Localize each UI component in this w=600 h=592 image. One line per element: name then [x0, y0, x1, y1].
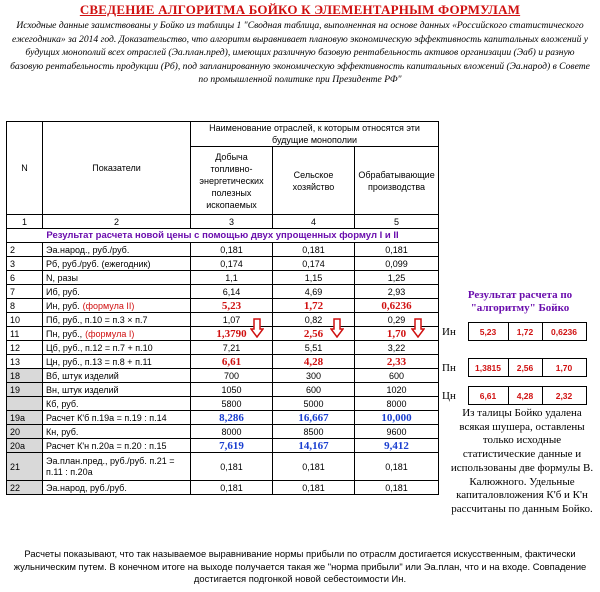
value-cell: 3,22 [355, 341, 439, 355]
row-label [43, 355, 191, 369]
row-number: 18 [7, 369, 43, 383]
row-label [43, 341, 191, 355]
mini-cell: 4,28 [508, 387, 542, 405]
row-label [43, 313, 191, 327]
value-cell: 1,72 [273, 299, 355, 313]
row-number: 2 [7, 243, 43, 257]
table-row [7, 383, 439, 397]
value-cell: 8,286 [191, 411, 273, 425]
colnum: 1 [7, 215, 43, 229]
mini-cell: 1,72 [508, 323, 542, 341]
value-cell: 8500 [273, 425, 355, 439]
mini-label: Ин [442, 325, 456, 338]
row-label [43, 243, 191, 257]
value-cell: 700 [191, 369, 273, 383]
value-cell: 2,56 [273, 327, 355, 341]
value-cell: 0,181 [355, 243, 439, 257]
table-row [7, 355, 439, 369]
value-cell: 0,29 [355, 313, 439, 327]
header-col2: Сельское хозяйство [273, 147, 355, 215]
row-label-text: Эа.план.пред., руб./руб. п.21 = п.11 : п.20а [46, 455, 175, 477]
value-cell: 5000 [273, 397, 355, 411]
value-cell: 1,3790 [191, 327, 273, 341]
table-row [7, 397, 439, 411]
row-number: 20a [7, 439, 43, 453]
row-label [43, 271, 191, 285]
row-number: 8 [7, 299, 43, 313]
value-cell: 0,181 [273, 243, 355, 257]
mini-cell: 1,3815 [468, 359, 508, 377]
value-cell: 5800 [191, 397, 273, 411]
value-cell: 1020 [355, 383, 439, 397]
table-row [7, 341, 439, 355]
header-col3: Обрабатывающие производства [355, 147, 439, 215]
row-label-text: Иб, руб. [46, 286, 80, 297]
value-cell: 600 [355, 369, 439, 383]
row-label-text: Цн, руб., п.13 = п.8 + п.11 [46, 356, 152, 367]
table-row [7, 327, 439, 341]
row-label [43, 285, 191, 299]
row-label-text: Ин, руб. [46, 300, 80, 311]
value-cell: 1,1 [191, 271, 273, 285]
table-row [7, 257, 439, 271]
down-arrow-icon [250, 318, 264, 338]
table-row [7, 313, 439, 327]
row-label-text: Пн, руб., [46, 328, 83, 339]
value-cell: 0,6236 [355, 299, 439, 313]
header-col1: Добыча топливно-энергетических полезных ископаемых [191, 147, 273, 215]
value-cell: 9600 [355, 425, 439, 439]
value-cell: 8000 [355, 397, 439, 411]
mini-label: Пн [442, 361, 456, 374]
colnum: 4 [273, 215, 355, 229]
mini-cell: 0,6236 [542, 323, 586, 341]
row-label-text: Пб, руб., п.10 = п.3 × п.7 [46, 314, 148, 325]
colnum: 3 [191, 215, 273, 229]
mini-table-cn [440, 386, 587, 405]
value-cell: 600 [273, 383, 355, 397]
row-label-text: Рб, руб./руб. (ежегодник) [46, 258, 151, 269]
row-label-text: Расчет К'б п.19а = п.19 : п.14 [46, 412, 167, 423]
column-numbers-row [7, 215, 439, 229]
table-row [7, 299, 439, 313]
value-cell: 8000 [191, 425, 273, 439]
value-cell: 2,93 [355, 285, 439, 299]
value-cell: 6,14 [191, 285, 273, 299]
row-number: 22 [7, 481, 43, 495]
row-label-formula: (формула I) [85, 328, 135, 339]
side-title: Результат расчета по "алгоритму" Бойко [467, 289, 573, 314]
mini-cell: 5,23 [468, 323, 508, 341]
row-number [7, 397, 43, 411]
row-label [43, 425, 191, 439]
row-number: 19a [7, 411, 43, 425]
mini-table-pn [440, 358, 587, 377]
row-label-text: Вн, штук изделий [46, 384, 119, 395]
value-cell: 0,181 [191, 453, 273, 481]
row-label-text: Кн, руб. [46, 426, 79, 437]
value-cell: 1,07 [191, 313, 273, 327]
down-arrow-icon [330, 318, 344, 338]
table-row [7, 481, 439, 495]
row-label [43, 439, 191, 453]
value-cell: 16,667 [273, 411, 355, 425]
value-cell: 0,174 [273, 257, 355, 271]
value-cell: 4,28 [273, 355, 355, 369]
mini-label: Цн [442, 389, 456, 402]
row-label [43, 369, 191, 383]
row-label-text: N, разы [46, 272, 79, 283]
value-cell: 0,82 [273, 313, 355, 327]
row-label [43, 257, 191, 271]
value-cell: 0,099 [355, 257, 439, 271]
value-cell: 0,181 [273, 453, 355, 481]
side-note: Из талицы Бойко удалена всякая шушера, оставлены только исходные статистические данные и использованы две формулы В. Калюжного. Удельные капиталовложения К'б и К'н рассчитаны по данным Бойко. [450, 407, 594, 515]
row-label [43, 411, 191, 425]
table-row [7, 369, 439, 383]
value-cell: 1050 [191, 383, 273, 397]
row-label-text: Расчет К'н п.20а = п.20 : п.15 [46, 440, 167, 451]
table-row [7, 243, 439, 257]
colnum: 5 [355, 215, 439, 229]
mini-cell: 1,70 [542, 359, 586, 377]
row-label [43, 299, 191, 313]
value-cell: 5,23 [191, 299, 273, 313]
value-cell: 0,181 [273, 481, 355, 495]
mini-table-in [440, 322, 587, 341]
table-row [7, 453, 439, 481]
row-number: 12 [7, 341, 43, 355]
header-name: Показатели [43, 122, 191, 215]
value-cell: 7,619 [191, 439, 273, 453]
value-cell: 0,174 [191, 257, 273, 271]
row-number: 13 [7, 355, 43, 369]
table-row [7, 439, 439, 453]
table-row [7, 411, 439, 425]
value-cell: 1,25 [355, 271, 439, 285]
row-label [43, 327, 191, 341]
value-cell: 9,412 [355, 439, 439, 453]
row-label-text: Эа.народ, руб./руб. [46, 482, 127, 493]
value-cell: 2,33 [355, 355, 439, 369]
footer-text: Расчеты показывают, что так называемое выравнивание нормы прибыли по отраслм достигается искусственным, фактически жульническим путем. В конечном итоге на выходе получается такая же "норма прибыли" или Эа.план, что и на входе. Совпадение достигается подгонкой новой себестоимости Ин. [13, 548, 587, 584]
colnum: 2 [43, 215, 191, 229]
table-row [7, 285, 439, 299]
row-number: 6 [7, 271, 43, 285]
value-cell: 0,181 [355, 453, 439, 481]
row-label [43, 481, 191, 495]
row-label-formula: (формула II) [82, 300, 135, 311]
table-row [7, 425, 439, 439]
section-heading: Результат расчета новой цены с помощью двух упрощенных формул I и II [7, 229, 439, 243]
value-cell: 1,70 [355, 327, 439, 341]
main-table [6, 121, 439, 495]
value-cell: 300 [273, 369, 355, 383]
value-cell: 7,21 [191, 341, 273, 355]
row-label [43, 397, 191, 411]
table-row [7, 271, 439, 285]
value-cell: 0,181 [355, 481, 439, 495]
row-label-text: Вб, штук изделий [46, 370, 119, 381]
row-label-text: Цб, руб., п.12 = п.7 + п.10 [46, 342, 153, 353]
row-number: 7 [7, 285, 43, 299]
row-number: 21 [7, 453, 43, 481]
page-title: СВЕДЕНИЕ АЛГОРИТМА БОЙКО К ЭЛЕМЕНТАРНЫМ ФОРМУЛАМ [79, 2, 521, 17]
mini-cell: 6,61 [468, 387, 508, 405]
value-cell: 14,167 [273, 439, 355, 453]
value-cell: 6,61 [191, 355, 273, 369]
row-number: 20 [7, 425, 43, 439]
intro-text: Исходные данные заимствованы у Бойко из таблицы 1 "Сводная таблица, выполненная на основе данных «Российского статистического ежегодника» за 2014 год. Доказательство, что алгоритм выравнивает плановую экономическую эффективность капитальных вложений у будущих монополий всех отраслей (Эа.план.пред), имеющих различную базовую рентабельность активов организации (Эаб) и разную базовую рентабельность продукции (Рб), под запланированную экономическую эффективность капитальных вложений (Эа.народ) в Совете по промышленной политике при Президенте РФ" [10, 20, 590, 86]
mini-cell: 2,32 [542, 387, 586, 405]
value-cell: 4,69 [273, 285, 355, 299]
row-number: 19 [7, 383, 43, 397]
row-label-text: Кб, руб. [46, 398, 79, 409]
value-cell: 1,15 [273, 271, 355, 285]
row-number: 3 [7, 257, 43, 271]
row-number: 10 [7, 313, 43, 327]
header-group: Наименование отраслей, к которым относятся эти будущие монополии [191, 122, 439, 147]
header-n: N [7, 122, 43, 215]
value-cell: 5,51 [273, 341, 355, 355]
row-number: 11 [7, 327, 43, 341]
down-arrow-icon [411, 318, 425, 338]
value-cell: 10,000 [355, 411, 439, 425]
value-cell: 0,181 [191, 481, 273, 495]
mini-cell: 2,56 [508, 359, 542, 377]
value-cell: 0,181 [191, 243, 273, 257]
row-label-text: Эа.народ., руб./руб. [46, 244, 130, 255]
row-label [43, 453, 191, 481]
row-label [43, 383, 191, 397]
